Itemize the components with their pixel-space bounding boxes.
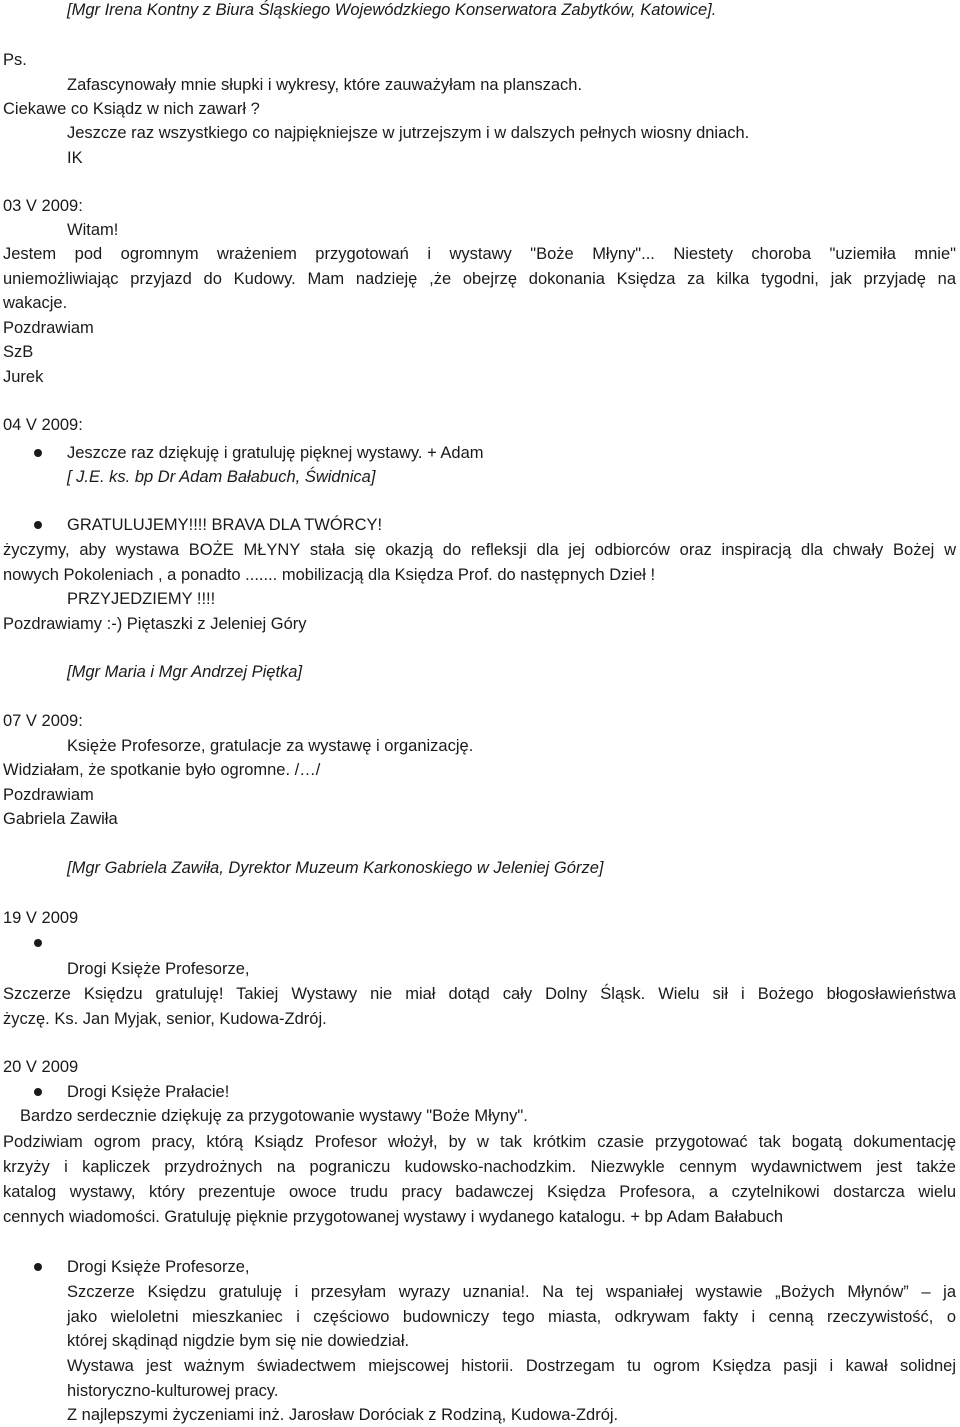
- text-line: Jeszcze raz wszystkiego co najpiękniejsze w jutrzejszym i w dalszych pełnych wiosny dniach.: [67, 124, 750, 142]
- signature-line: [Mgr Maria i Mgr Andrzej Piętka]: [67, 663, 303, 681]
- text-line: Wystawa jest ważnym świadectwem miejscowej historii. Dostrzegam tu ogrom Księdza pasji i kawał solidnej: [67, 1357, 956, 1375]
- text-line: nowych Pokoleniach , a ponadto ....... mobilizacją dla Księdza Prof. do następnych Dzieł !: [3, 566, 656, 584]
- text-line: Ciekawe co Ksiądz w nich zawarł ?: [3, 100, 260, 118]
- text-line: Szczerze Księdzu gratuluję! Takiej Wystawy nie miał dotąd cały Dolny Śląsk. Wielu sił i Bożego błogosławieństwa: [3, 985, 956, 1003]
- text-line: Szczerze Księdzu gratuluję i przesyłam wyrazy uznania!. Na tej wspaniałej wystawie „Bożych Młynów” – ja: [67, 1283, 956, 1301]
- text-line: życzę. Ks. Jan Myjak, senior, Kudowa-Zdrój.: [3, 1010, 327, 1028]
- bullet: [34, 1263, 42, 1271]
- signature-line: [ J.E. ks. bp Dr Adam Bałabuch, Świdnica]: [67, 468, 376, 486]
- text-line: uniemożliwiając przyjazd do Kudowy. Mam nadzieję ,że obejrzę dokonania Księdza za kilka tygodni, jak przyjadę na: [3, 270, 956, 288]
- text-line: krzyży i kapliczek przydrożnych na pograniczu kudowsko-nachodzkim. Niezwykle cennym wydawnictwem jest także: [3, 1158, 956, 1176]
- entry-date: 19 V 2009: [3, 909, 79, 927]
- text-line: PRZYJEDZIEMY !!!!: [67, 590, 216, 608]
- postscript-label: Ps.: [3, 51, 27, 69]
- bullet: [34, 521, 42, 529]
- text-line: historyczno-kulturowej pracy.: [67, 1382, 279, 1400]
- text-line: Bardzo serdecznie dziękuję za przygotowanie wystawy "Boże Młyny".: [20, 1107, 528, 1125]
- text-line: Z najlepszymi życzeniami inż. Jarosław Doróciak z Rodziną, Kudowa-Zdrój.: [67, 1406, 619, 1424]
- bullet: [34, 1088, 42, 1096]
- text-line: Zafascynowały mnie słupki i wykresy, które zauważyłam na planszach.: [67, 76, 583, 94]
- closing: Pozdrawiam: [3, 319, 94, 337]
- entry-date: 07 V 2009:: [3, 712, 83, 730]
- text-line: cennych wiadomości. Gratuluję pięknie przygotowanej wystawy i wydanego katalogu. + bp Adam Bałabuch: [3, 1208, 784, 1226]
- text-line: katalog wystawy, który prezentuje owoce trudu pracy badawczej Księdza Profesora, a czytelnikowi dostarcza wielu: [3, 1183, 956, 1201]
- text-line: wakacje.: [3, 294, 68, 312]
- greeting: Drogi Księże Profesorze,: [67, 960, 250, 978]
- signature-line: Jurek: [3, 368, 44, 386]
- bullet: [34, 939, 42, 947]
- text-line: Podziwiam ogrom pracy, którą Ksiądz Profesor włożył, by w tak krótkim czasie przygotować tak bogatą dokumentację: [3, 1133, 956, 1151]
- entry-date: 20 V 2009: [3, 1058, 79, 1076]
- greeting: Drogi Księże Profesorze,: [67, 1258, 250, 1276]
- signature-line: Gabriela Zawiła: [3, 810, 118, 828]
- entry-date: 04 V 2009:: [3, 416, 83, 434]
- text-line: Jeszcze raz dziękuję i gratuluję pięknej wystawy. + Adam: [67, 444, 484, 462]
- text-line: życzymy, aby wystawa BOŻE MŁYNY stała się okazją do refleksji dla jej odbiorców oraz inspiracją dla chwały Bożej w: [3, 541, 956, 559]
- signature-line: [Mgr Irena Kontny z Biura Śląskiego Wojewódzkiego Konserwatora Zabytków, Katowice].: [67, 1, 717, 19]
- headline: GRATULUJEMY!!!! BRAVA DLA TWÓRCY!: [67, 516, 383, 534]
- entry-date: 03 V 2009:: [3, 197, 83, 215]
- bullet: [34, 449, 42, 457]
- text-line: Księże Profesorze, gratulacje za wystawę i organizację.: [67, 737, 474, 755]
- closing: Pozdrawiamy :-) Piętaszki z Jeleniej Góry: [3, 615, 307, 633]
- text-line: Widziałam, że spotkanie było ogromne. /…/: [3, 761, 321, 779]
- text-line: jako wieloletni mieszkaniec i częściowo budowniczy tego miasta, odkrywam fakty i cenną rzeczywistość, o: [67, 1308, 956, 1326]
- text-line: Jestem pod ogromnym wrażeniem przygotowań i wystawy "Boże Młyny"... Niestety choroba "uziemiła mnie": [3, 245, 956, 263]
- signature-line: [Mgr Gabriela Zawiła, Dyrektor Muzeum Karkonoskiego w Jeleniej Górze]: [67, 859, 604, 877]
- signature-line: SzB: [3, 343, 34, 361]
- greeting: Witam!: [67, 221, 119, 239]
- greeting: Drogi Księże Prałacie!: [67, 1083, 230, 1101]
- text-line: której skądinąd nigdzie bym się nie dowiedział.: [67, 1332, 410, 1350]
- closing: Pozdrawiam: [3, 786, 94, 804]
- signature-initials: IK: [67, 149, 83, 167]
